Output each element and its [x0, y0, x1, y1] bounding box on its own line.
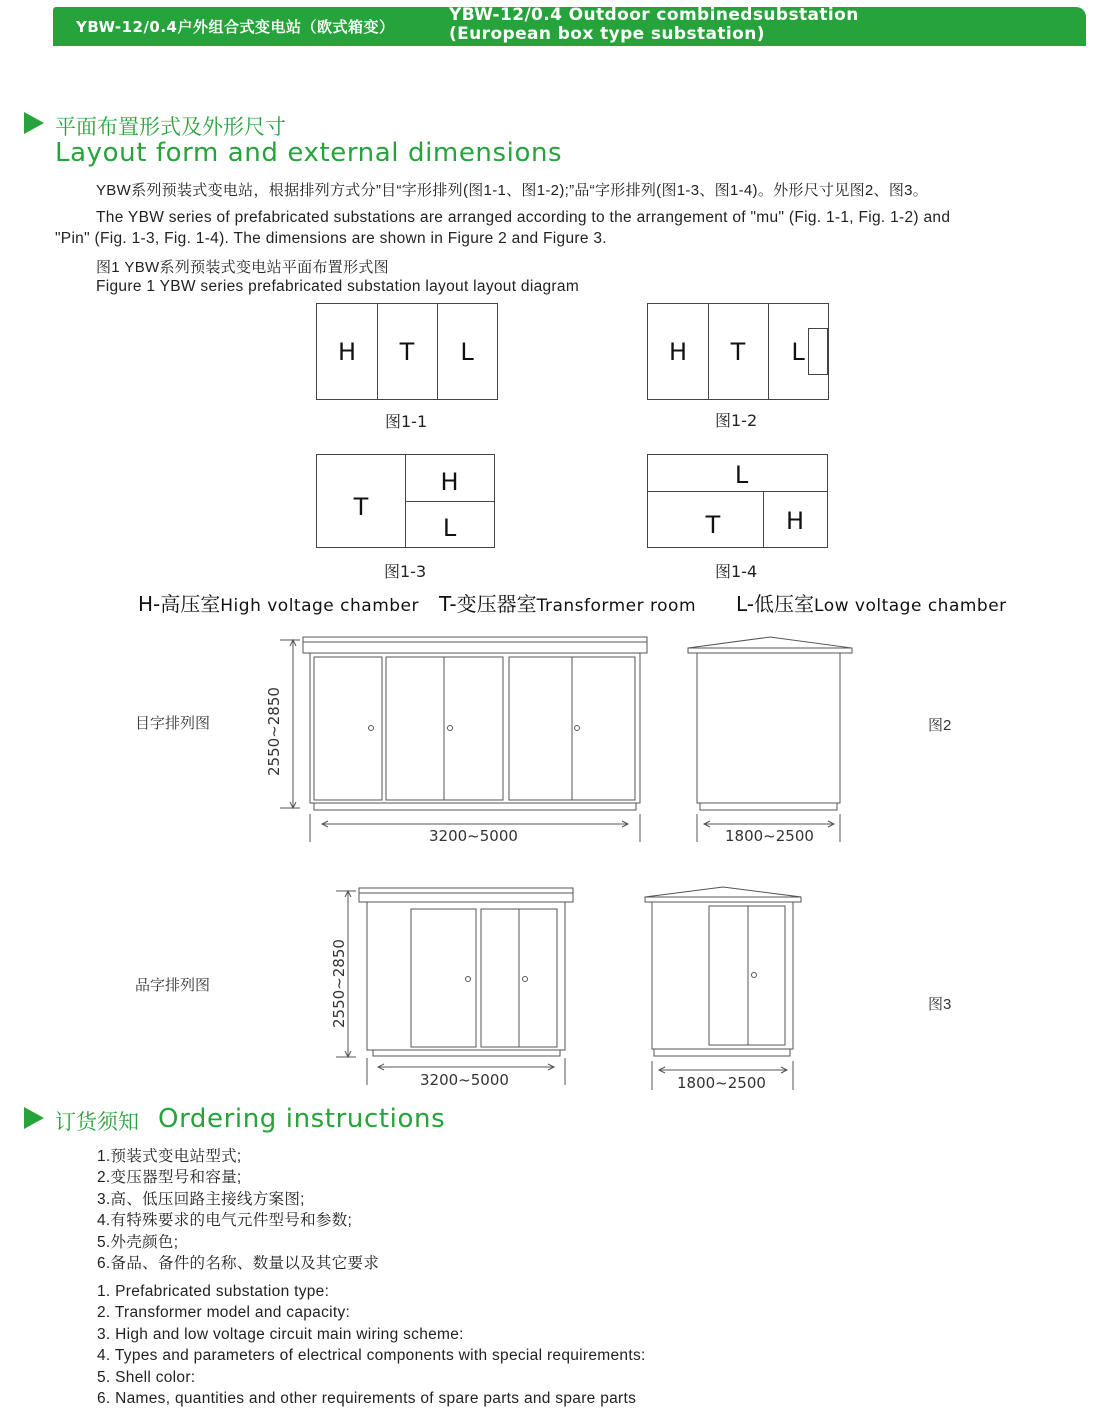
fig1-3-cell-t: T — [353, 493, 369, 521]
fig3-width-dim: 3200~5000 — [420, 1071, 509, 1089]
fig1-4-cell-t: T — [705, 511, 721, 539]
fig2-label: 目字排列图 — [135, 715, 211, 732]
fig3-depth-dim: 1800~2500 — [677, 1074, 766, 1092]
fig2-depth-dim: 1800~2500 — [725, 827, 814, 845]
fig3-caption: 图3 — [928, 996, 952, 1013]
intro-text-en-line2: "Pin" (Fig. 1-3, Fig. 1-4). The dimensions are shown in Figure 2 and Figure 3. — [55, 230, 607, 247]
fig1-2-cell-l: L — [791, 337, 805, 366]
fig1-1-cell-h: H — [337, 337, 357, 366]
fig1-2-caption: 图1-2 — [715, 411, 758, 430]
ordering-item-cn: 5.外壳颜色; — [97, 1233, 179, 1251]
ordering-item-cn: 4.有特殊要求的电气元件型号和参数; — [97, 1212, 353, 1230]
legend-low-voltage: L-低压室Low voltage chamber — [736, 592, 1007, 616]
fig3-height-dim: 2550~2850 — [330, 939, 348, 1028]
figure1-title-en: Figure 1 YBW series prefabricated substation layout layout diagram — [96, 278, 580, 295]
ordering-item-en: 1. Prefabricated substation type: — [97, 1283, 330, 1300]
fig1-2-cell-t: T — [730, 337, 746, 366]
ordering-list-cn — [97, 1146, 379, 1274]
fig3-label: 品字排列图 — [135, 977, 211, 994]
fig1-4-cell-l: L — [734, 461, 749, 489]
fig3-side-view — [645, 887, 801, 1090]
fig1-2-cell-h: H — [668, 337, 688, 366]
header-title-en-line2: (European box type substation) — [449, 24, 765, 44]
ordering-item-en: 4. Types and parameters of electrical components with special requirements: — [97, 1347, 646, 1365]
fig3-front-view — [336, 888, 573, 1085]
fig1-3-cell-h: H — [440, 468, 459, 496]
ordering-item-cn: 6.备品、备件的名称、数量以及其它要求 — [97, 1255, 380, 1273]
ordering-item-cn: 1.预装式变电站型式; — [97, 1148, 242, 1165]
fig2-front-view — [280, 637, 647, 842]
ordering-heading-cn: 订货须知 — [55, 1110, 139, 1134]
ordering-arrow-icon — [24, 1107, 44, 1129]
intro-text-cn: YBW系列预装式变电站，根据排列方式分”目“字形排列(图1-1、图1-2);”品“字形排列(图1-3、图1-4)。外形尺寸见图2、图3。 — [96, 182, 929, 199]
fig1-4-caption: 图1-4 — [715, 562, 758, 581]
fig1-1-cell-l: L — [460, 337, 474, 366]
fig2-width-dim: 3200~5000 — [429, 827, 518, 845]
ordering-item-en: 6. Names, quantities and other requirements of spare parts and spare parts — [97, 1390, 637, 1408]
fig2-height-dim: 2550~2850 — [265, 687, 283, 776]
legend-high-voltage: H-高压室High voltage chamber — [138, 592, 420, 616]
ordering-item-cn: 3.高、低压回路主接线方案图; — [97, 1190, 305, 1208]
ordering-item-en: 2. Transformer model and capacity: — [97, 1304, 351, 1322]
ordering-item-cn: 2.变压器型号和容量; — [97, 1169, 242, 1187]
layout-heading-cn: 平面布置形式及外形尺寸 — [55, 115, 286, 139]
legend-transformer: T-变压器室Transformer room — [439, 592, 696, 616]
ordering-item-en: 5. Shell color: — [97, 1368, 196, 1386]
ordering-heading-en: Ordering instructions — [158, 1104, 446, 1134]
ordering-item-en: 3. High and low voltage circuit main wiring scheme: — [97, 1325, 464, 1343]
header-title-cn: YBW-12/0.4户外组合式变电站（欧式箱变） — [76, 18, 395, 36]
fig2-caption: 图2 — [928, 717, 952, 734]
fig2-side-view — [688, 637, 852, 842]
fig1-1-caption: 图1-1 — [385, 412, 428, 431]
fig1-4-cell-h: H — [785, 507, 805, 535]
intro-text-en-line1: The YBW series of prefabricated substations are arranged according to the arrangement of "mu" (Fig. 1-1, Fig. 1-2) and — [96, 209, 951, 226]
fig1-3-cell-l: L — [442, 514, 457, 542]
figure1-title-cn: 图1 YBW系列预装式变电站平面布置形式图 — [96, 259, 389, 276]
fig1-1-cell-t: T — [399, 337, 415, 366]
ordering-list-en — [97, 1281, 646, 1409]
fig1-3-caption: 图1-3 — [384, 562, 427, 581]
layout-heading-en: Layout form and external dimensions — [55, 138, 563, 168]
header-title-en-line1: YBW-12/0.4 Outdoor combinedsubstation — [449, 5, 859, 25]
